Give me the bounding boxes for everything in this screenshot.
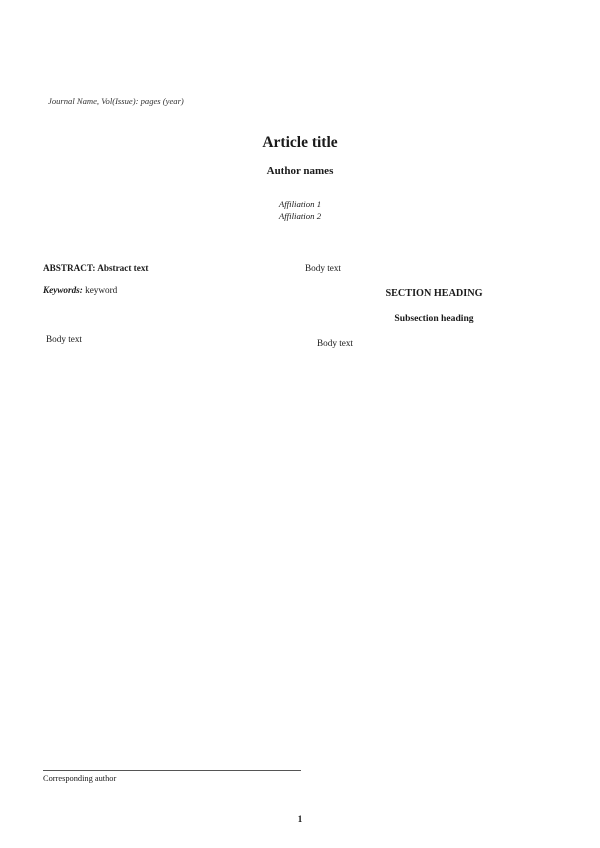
page-number: 1 [297,815,303,825]
left-column [43,262,301,345]
affiliations [30,198,570,222]
right-column [305,262,563,349]
author-list [40,163,560,179]
intro-paragraph [43,333,301,345]
body-paragraph-4: Body text [317,337,353,348]
abstract: ABSTRACT: Abstract text [43,263,149,273]
journal-reference: Journal Name, Vol(Issue): pages (year) [48,96,184,106]
authors-line-1: Author names [266,165,334,177]
keywords-label: Keywords: [43,285,83,296]
article-title: Article title [262,134,338,151]
keywords [43,284,301,296]
footnote-line-1: Corresponding author [43,774,117,783]
affiliation-2: Affiliation 2 [278,211,322,222]
keywords-text: keyword [85,285,118,296]
corresponding-author-footnote [43,770,301,784]
intro-text: Body text [46,333,82,344]
body-paragraph-1: Body text [305,263,341,273]
subsection-heading: Subsection heading [394,312,474,324]
section-heading: SECTION HEADING [385,288,483,300]
affiliation-1: Affiliation 1 [278,199,322,209]
